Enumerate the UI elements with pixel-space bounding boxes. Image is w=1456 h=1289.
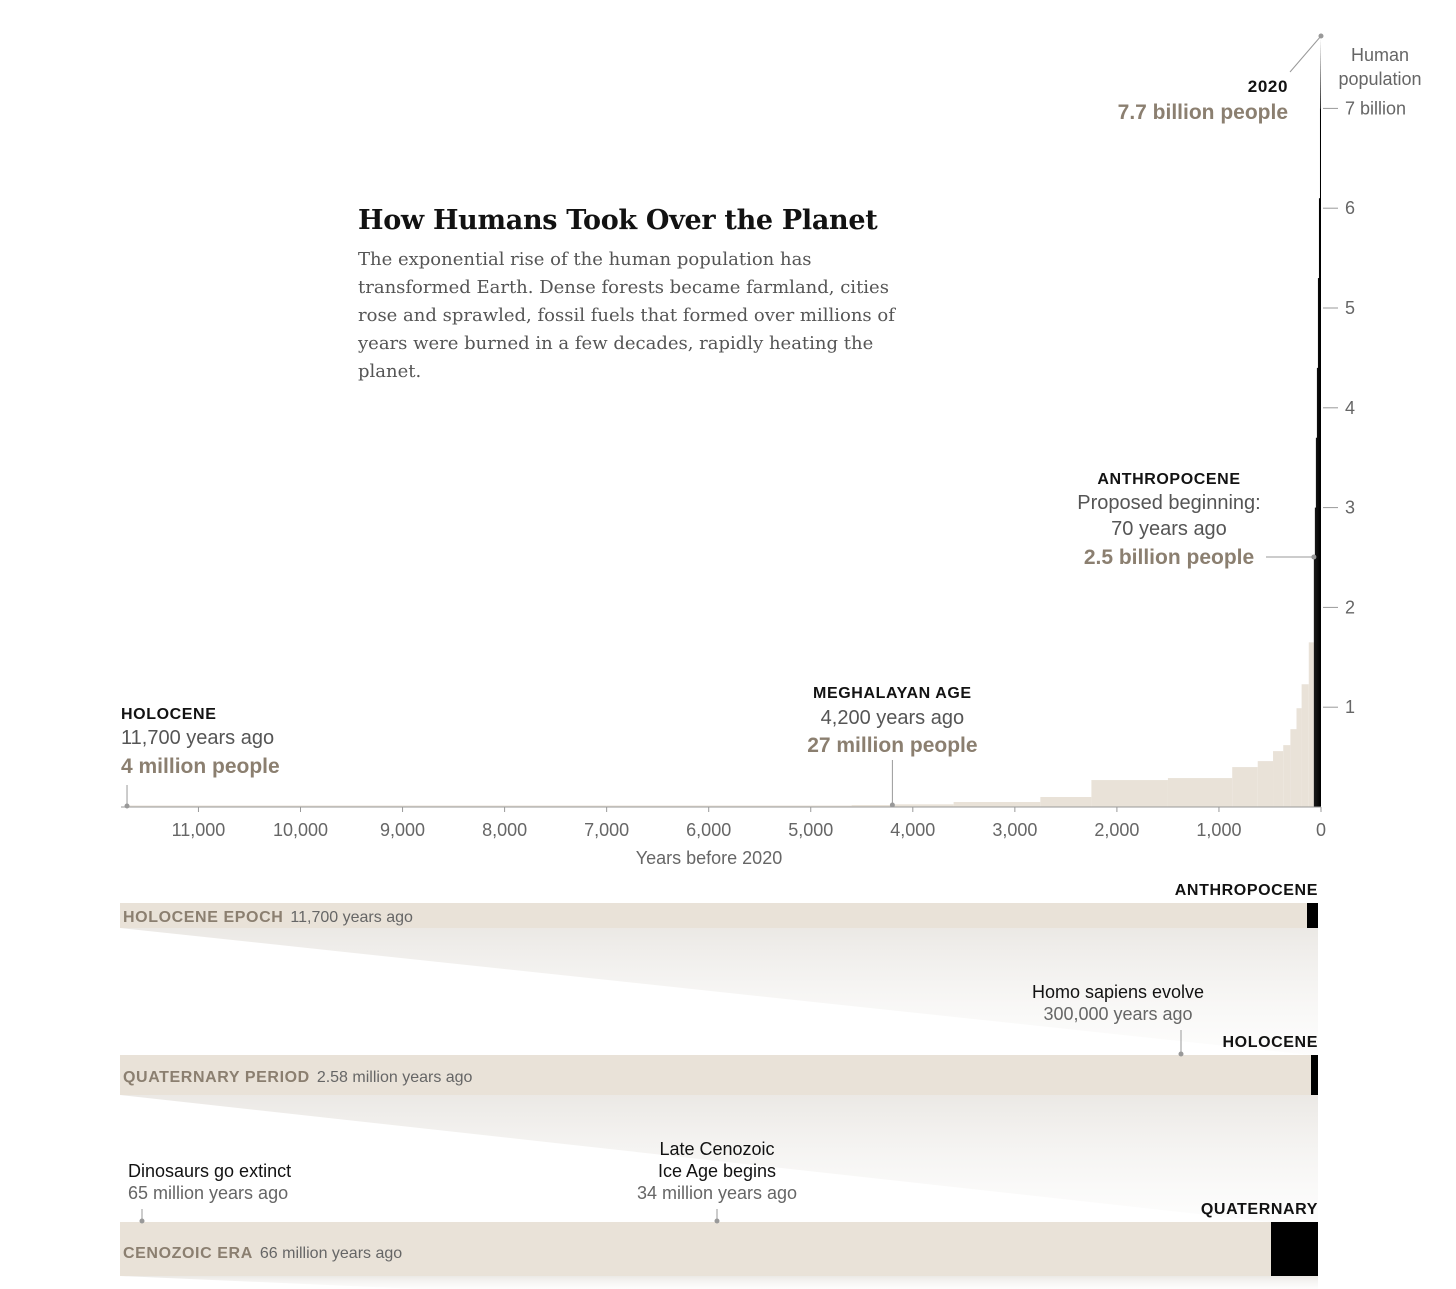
chart-subtitle: The exponential rise of the human population has transformed Earth. Dense forests became farmland, cities rose and sprawled, fossil fuels that formed over millions of years were burned in a few decades, rapidly heating the planet. (358, 249, 895, 382)
zoom-connector (120, 1276, 1318, 1289)
annotation-text: Proposed beginning: (1077, 492, 1261, 514)
anthropocene-bar (1320, 108, 1321, 807)
anthropocene-bar (1318, 278, 1319, 807)
event-dot (1179, 1052, 1184, 1057)
annotation-dot (890, 803, 895, 808)
annotation-text: 4,200 years ago (820, 707, 965, 729)
population-step (1258, 761, 1273, 807)
population-step (1232, 767, 1258, 807)
annotation-value: 4 million people (121, 755, 280, 778)
population-step (1309, 642, 1314, 807)
population-step (954, 802, 1041, 807)
event-dot (140, 1219, 145, 1224)
y-tick-label: 4 (1345, 397, 1356, 418)
population-step (1040, 797, 1091, 807)
event-text: 34 million years ago (636, 1183, 798, 1203)
anthropocene-bar (1314, 558, 1315, 808)
annotation-heading: MEGHALAYAN AGE (813, 685, 972, 702)
annotation-heading: 2020 (1247, 77, 1288, 96)
y-tick-label: 1 (1345, 697, 1356, 718)
x-tick-label: 6,000 (686, 820, 732, 840)
annotation-dot (125, 804, 130, 809)
peak-dot (1319, 34, 1324, 39)
x-tick-label: 5,000 (788, 820, 834, 840)
annotation-value: 2.5 billion people (1083, 546, 1255, 569)
quaternary-period-highlight (1311, 1055, 1318, 1095)
event-text: Ice Age begins (657, 1161, 777, 1181)
annotation-dot (1311, 555, 1316, 560)
annotation-value: 27 million people (807, 734, 978, 757)
holocene-epoch-highlight-label: ANTHROPOCENE (1174, 882, 1318, 899)
event-text: 300,000 years ago (1043, 1004, 1193, 1024)
y-tick-label: 5 (1345, 298, 1356, 318)
x-tick-label: 11,000 (171, 820, 226, 840)
y-tick-label: 7 billion (1345, 98, 1407, 119)
population-step (1283, 745, 1290, 807)
x-tick-label: 7,000 (584, 820, 630, 840)
event-text: 65 million years ago (128, 1183, 289, 1203)
y-axis-title: Human (1350, 45, 1410, 65)
annotation-text: 70 years ago (1111, 518, 1227, 540)
x-tick-label: 0 (1315, 820, 1327, 840)
x-tick-label: 2,000 (1094, 820, 1140, 840)
title-block (358, 205, 898, 386)
annotation-heading: ANTHROPOCENE (1097, 471, 1241, 488)
population-step (1297, 708, 1302, 807)
anthropocene-bar (1315, 508, 1316, 807)
x-tick-label: 1,000 (1196, 820, 1242, 840)
quaternary-period-highlight-label: HOLOCENE (1222, 1034, 1318, 1051)
population-step (1273, 751, 1283, 807)
cenozoic-era-label: CENOZOIC ERA 66 million years ago (123, 1245, 403, 1262)
annotation-value: 7.7 billion people (1117, 101, 1288, 124)
annotation-text: 11,700 years ago (121, 727, 275, 749)
cenozoic-era-highlight-label: QUATERNARY (1200, 1201, 1318, 1218)
x-tick-label: 8,000 (482, 820, 528, 840)
population-spike (1320, 39, 1321, 109)
holocene-epoch-label: HOLOCENE EPOCH 11,700 years ago (123, 909, 413, 926)
anthropocene-bar (1316, 438, 1317, 807)
population-step (1091, 780, 1168, 807)
population-step (1302, 684, 1309, 807)
x-axis-title: Years before 2020 (635, 848, 783, 868)
x-tick-label: 9,000 (380, 820, 426, 840)
y-axis-title: population (1338, 69, 1422, 89)
population-area (127, 39, 1321, 807)
anthropocene-bar (1317, 368, 1318, 807)
chart-title: How Humans Took Over the Planet (358, 205, 878, 236)
y-tick-label: 2 (1345, 597, 1356, 618)
quaternary-period-label: QUATERNARY PERIOD 2.58 million years ago (123, 1069, 473, 1086)
x-tick-label: 3,000 (992, 820, 1038, 840)
axes (121, 34, 1422, 869)
annotation-heading: HOLOCENE (121, 706, 217, 723)
anthropocene-bar (1319, 198, 1320, 807)
population-step (1290, 729, 1296, 807)
event-text: Late Cenozoic (659, 1139, 775, 1159)
y-tick-label: 3 (1345, 497, 1356, 518)
event-dot (715, 1219, 720, 1224)
x-tick-label: 4,000 (890, 820, 936, 840)
holocene-epoch-highlight (1307, 903, 1318, 928)
y-title-leader (1290, 36, 1321, 72)
x-tick-label: 10,000 (272, 820, 329, 840)
event-text: Homo sapiens evolve (1031, 982, 1205, 1002)
cenozoic-era-highlight (1271, 1222, 1318, 1276)
event-text: Dinosaurs go extinct (128, 1161, 292, 1181)
annotations (121, 77, 1316, 809)
y-tick-label: 6 (1345, 198, 1356, 219)
population-step (1168, 778, 1232, 807)
